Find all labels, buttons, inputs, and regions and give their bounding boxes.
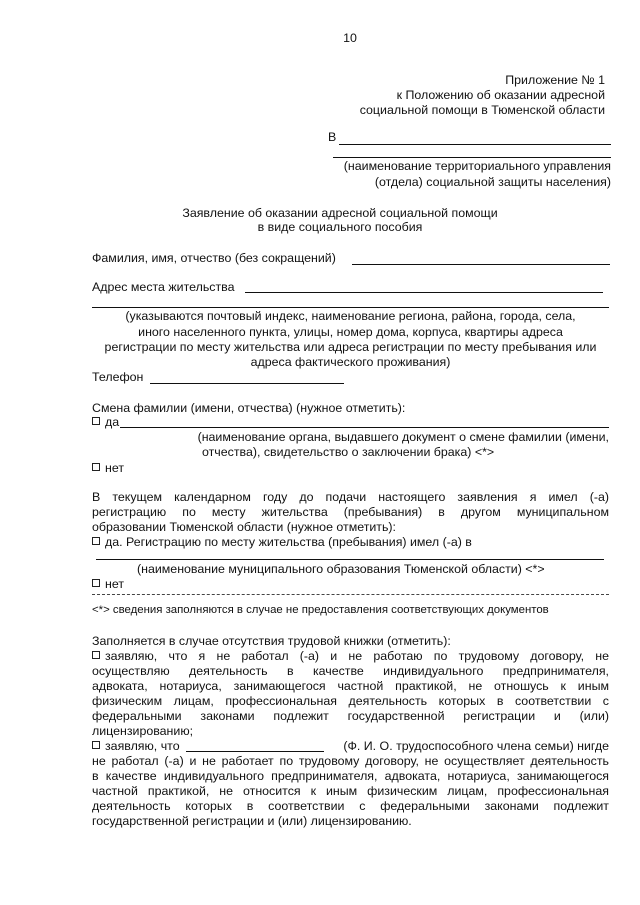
family-member-name-field[interactable]: [186, 751, 324, 752]
registration-no-label: нет: [105, 577, 124, 591]
registration-text-line-2: регистрацию по месту жительства (пребывания) в другом муниципальном: [92, 505, 609, 519]
recipient-prefix: В: [328, 130, 337, 144]
recipient-field-line-1[interactable]: [339, 144, 611, 145]
municipality-caption: (наименование муниципального образования Тюменской области) <*>: [137, 562, 545, 576]
recipient-caption-2: (отдела) социальной защиты населения): [374, 175, 611, 189]
checkbox-icon[interactable]: [92, 579, 100, 587]
name-change-no-option[interactable]: [92, 461, 124, 475]
checkbox-icon[interactable]: [92, 537, 100, 545]
phone-field[interactable]: [150, 383, 344, 384]
employment-option-2-line-3: в качестве индивидуального предпринимателя, адвоката, нотариуса, занимающегося: [92, 769, 609, 783]
municipality-field[interactable]: [96, 559, 604, 560]
appendix-line-2: к Положению об оказании адресной: [396, 88, 605, 102]
address-caption-1: (указываются почтовый индекс, наименование региона, района, города, села,: [125, 309, 576, 323]
address-caption-3: регистрации по месту жительства или адреса регистрации по месту пребывания или: [104, 340, 597, 354]
registration-yes-label: да. Регистрацию по месту жительства (пребывания) имел (-а) в: [105, 535, 472, 549]
name-change-yes-label: да: [105, 415, 120, 429]
fio-field[interactable]: [352, 264, 610, 265]
page-number: 10: [343, 31, 357, 45]
address-label: Адрес места жительства: [92, 280, 235, 294]
employment-option-1-line-4: физическим лицам, профессиональная деятельность которых в соответствии с: [92, 694, 609, 708]
employment-option-1-line-2: осуществляю деятельность в качестве индивидуального предпринимателя,: [92, 664, 609, 678]
phone-label: Телефон: [92, 370, 144, 384]
address-field-line-1[interactable]: [245, 292, 603, 293]
address-caption-4: адреса фактического проживания): [250, 355, 451, 369]
address-field-line-2[interactable]: [92, 307, 609, 308]
employment-option-2-line-4: частной практикой, не относится к иным физическим лицам, профессиональная: [92, 784, 609, 798]
name-change-caption-1: (наименование органа, выдавшего документ о смене фамилии (имени,: [197, 430, 609, 444]
fio-label: Фамилия, имя, отчество (без сокращений): [92, 251, 336, 265]
employment-option-1-line-3: адвоката, нотариуса, занимающегося частной практикой, не отношусь к иным: [92, 679, 609, 693]
recipient-field-line-2[interactable]: [333, 157, 611, 158]
name-change-caption-2: отчества), свидетельство о заключении брака) <*>: [202, 445, 495, 459]
name-change-document-field[interactable]: [120, 427, 609, 428]
employment-option-2-end: (Ф. И. О. трудоспособного члена семьи) нигде: [343, 739, 609, 753]
employment-intro: Заполняется в случае отсутствия трудовой книжки (отметить):: [92, 634, 451, 648]
employment-option-1-line-6: лицензированию;: [92, 724, 194, 738]
checkbox-icon[interactable]: [92, 463, 100, 471]
employment-option-1[interactable]: [92, 649, 609, 663]
appendix-title: Приложение № 1: [505, 73, 605, 87]
registration-yes-option[interactable]: [92, 535, 472, 549]
name-change-question: Смена фамилии (имени, отчества) (нужное отметить):: [92, 401, 406, 415]
dashed-separator: [92, 594, 609, 595]
registration-text-line-1: В текущем календарном году до подачи настоящего заявления я имел (-а): [92, 490, 609, 504]
employment-option-2-line-2: не работал (-а) и не работает по трудовому договору, не осуществляет деятельность: [92, 754, 609, 768]
employment-option-2[interactable]: [92, 739, 180, 753]
document-title: Заявление об оказании адресной социальной помощи: [182, 206, 498, 220]
document-subtitle: в виде социального пособия: [257, 220, 423, 234]
checkbox-icon[interactable]: [92, 651, 100, 659]
appendix-line-3: социальной помощи в Тюменской области: [359, 103, 605, 117]
name-change-no-label: нет: [105, 461, 124, 475]
employment-option-2-line-6: государственной регистрации и (или) лицензированию.: [92, 814, 412, 828]
employment-option-1-line-1: заявляю, что я не работал (-а) и не работаю по трудовому договору, не: [105, 649, 609, 663]
employment-option-2-line-5: деятельность которых в соответствии с федеральными законами подлежит: [92, 799, 609, 813]
footnote: <*> сведения заполняются в случае не предоставления соответствующих документов: [92, 604, 549, 616]
name-change-yes-option[interactable]: [92, 415, 119, 429]
employment-option-1-line-5: федеральными законами подлежит государственной регистрации и (или): [92, 709, 609, 723]
recipient-caption-1: (наименование территориального управления: [343, 159, 611, 173]
registration-no-option[interactable]: [92, 577, 124, 591]
checkbox-icon[interactable]: [92, 741, 100, 749]
employment-option-2-start: заявляю, что: [105, 739, 180, 753]
registration-text-line-3: образовании Тюменской области (нужное отметить):: [92, 520, 396, 534]
address-caption-2: иного населенного пункта, улицы, номер дома, корпуса, квартиры адреса: [138, 325, 563, 339]
checkbox-icon[interactable]: [92, 417, 100, 425]
